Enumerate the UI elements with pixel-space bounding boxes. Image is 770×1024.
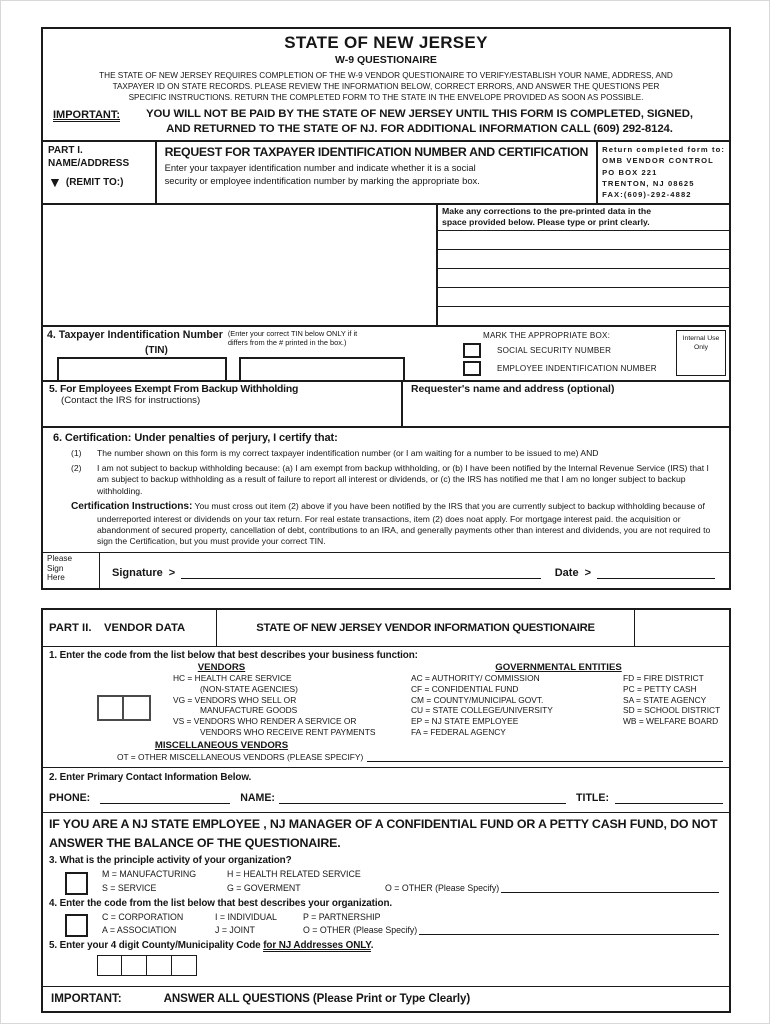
date-label: Date: [554, 566, 579, 579]
tin-label: (TIN): [145, 344, 168, 356]
tin-hint: (Enter your correct TIN below ONLY if it differs from the # printed in the box.): [227, 328, 358, 347]
q5-subtitle: (Contact the IRS for instructions): [61, 394, 201, 406]
q5-title: 5. Enter your 4 digit County/Municipality Code for NJ Addresses ONLY.: [49, 939, 374, 951]
return-address-cell: Return completed form to: OMB VENDOR CONTROL PO BOX 221 TRENTON, NJ 08625 FAX:(609)-292-4882: [602, 144, 725, 200]
correction-row[interactable]: [438, 231, 729, 250]
correction-row[interactable]: [438, 269, 729, 288]
ot-specify-line[interactable]: [367, 752, 723, 762]
certification-instructions: Certification Instructions: You must cross out item (2) above if you have been notified by the IRS that you are currently subject to backup withholding because of underreported interest or dividends on your tax return. For real estate transactions, item (2) does noat apply. For mortgage interest paid. the acquisition or abandonment of secured property, cancellation of debt, contributions to an IRA, and generally payments other than interest and dividends, you are not required to sign the Certification, but you must provide your correct TIN.: [71, 501, 711, 547]
q5-underlined-text: for NJ Addresses ONLY: [263, 939, 371, 951]
q4-section: [43, 896, 729, 938]
part2-header: [43, 610, 729, 647]
part1-row-address: [43, 205, 729, 327]
request-cell: [155, 142, 599, 203]
requester-area[interactable]: [403, 382, 729, 426]
remit-row: [48, 176, 150, 189]
correction-row[interactable]: [438, 307, 729, 325]
correction-row[interactable]: [438, 250, 729, 269]
tin-section: [43, 327, 435, 380]
vendors-heading: VENDORS: [197, 661, 246, 673]
name-label: NAME:: [240, 792, 275, 805]
signature-arrow: >: [168, 566, 176, 579]
part1-label-cell: [43, 142, 155, 203]
signature-label: Signature: [112, 566, 163, 579]
name-address-label: NAME/ADDRESS: [48, 157, 130, 169]
answer-all-label: IMPORTANT:: [51, 991, 122, 1005]
q4-option-c: C = CORPORATION: [102, 911, 184, 922]
tin-type-section: [435, 327, 676, 380]
certification-title: 6. Certification: Under penalties of perjury, I certify that:: [53, 431, 338, 444]
q4-option-o: O = OTHER (Please Specify): [303, 925, 418, 936]
certification-item-1: (1) The number shown on this form is my correct taxpayer indentification number (or I am waiting for a number to be issued to me) AND: [71, 447, 599, 458]
part1-box: [41, 27, 731, 590]
q1-title: 1. Enter the code from the list below that best describes your business function:: [49, 649, 418, 661]
q3-section: [43, 853, 729, 895]
q4-title: 4. Enter the code from the list below that best describes your organization.: [49, 897, 393, 909]
phone-label: PHONE:: [49, 792, 91, 805]
state-employee-notice: IF YOU ARE A NJ STATE EMPLOYEE , NJ MANAGER OF A CONFIDENTIAL FUND OR A PETTY CASH FUND, DO NOT ANSWER THE BALANCE OF THE QUESTIONAIRE.: [49, 817, 718, 850]
q4-option-p: P = PARTNERSHIP: [303, 911, 381, 922]
q3-option-h: H = HEALTH RELATED SERVICE: [227, 869, 361, 880]
q4-option-i: I = INDIVIDUAL: [215, 911, 277, 922]
part1-q5-row: [43, 382, 729, 428]
ein-label: EMPLOYEE INDENTIFICATION NUMBER: [497, 363, 657, 373]
answer-all-text: ANSWER ALL QUESTIONS (Please Print or Type Clearly): [163, 991, 471, 1005]
please-sign-here-label: Please Sign Here: [43, 553, 100, 588]
important-label: IMPORTANT:: [53, 109, 121, 122]
part2-header-spacer: [635, 610, 729, 646]
q2-title: 2. Enter Primary Contact Information Below.: [49, 772, 252, 784]
part1-row-title: [43, 142, 729, 205]
business-function-code-box-1[interactable]: [97, 695, 124, 721]
request-title: REQUEST FOR TAXPAYER IDENTIFICATION NUMBER AND CERTIFICATION: [164, 144, 589, 159]
q2-section: [43, 768, 729, 813]
q3-option-o: O = OTHER (Please Specify): [385, 883, 500, 894]
municipality-code-box-3[interactable]: [147, 955, 172, 976]
down-triangle-icon: ▼: [48, 174, 62, 191]
requester-label: Requester's name and address (optional): [411, 383, 615, 395]
request-text: Enter your taxpayer identification number and indicate whether it is a social security or employee indentification number by marking the appropriate box.: [164, 161, 480, 186]
mark-box-label: MARK THE APPROPRIATE BOX:: [483, 330, 611, 340]
q3-option-s: S = SERVICE: [102, 883, 157, 894]
form-title: STATE OF NEW JERSEY: [284, 33, 488, 52]
tin-title: 4. Taxpayer Indentification Number: [47, 328, 223, 341]
part2-title: STATE OF NEW JERSEY VENDOR INFORMATION QUESTIONAIRE: [217, 610, 635, 646]
business-function-code-box-2[interactable]: [124, 695, 151, 721]
answer-all-row: [43, 986, 729, 1011]
certification-item-2: (2) I am not subject to backup withholding because: (a) I am exempt from backup withholding, or (b) I have been notified by the Internal Revenue Service (IRS) that I am subject to backup withholding as a result of failure to report all interest or dividends, or (c) the IRS has notified me that I am no longer subject to backup withholding.: [71, 463, 709, 496]
part2-label: PART II. VENDOR DATA: [43, 610, 217, 646]
q5-section: [43, 938, 729, 976]
q3-option-m: M = MANUFACTURING: [102, 869, 197, 880]
form-header: [43, 29, 729, 142]
date-line[interactable]: [597, 569, 715, 579]
q4-organization-checkbox[interactable]: [65, 914, 88, 937]
municipality-code-box-1[interactable]: [97, 955, 122, 976]
part1-q4-row: [43, 327, 729, 382]
q3-title: 3. What is the principle activity of your organization?: [49, 855, 292, 867]
backup-withholding-cell: [43, 382, 403, 426]
name-line[interactable]: [279, 794, 566, 804]
certification-instructions-label: Certification Instructions:: [71, 501, 193, 513]
form-intro: THE STATE OF NEW JERSEY REQUIRES COMPLETION OF THE W-9 VENDOR QUESTIONAIRE TO VERIFY/ESTABLISH YOUR NAME, ADDRESS, AND TAXPAYER ID ON STATE RECORDS. PLEASE REVIEW THE INFORMATION BELOW, CORRECT ERRORS, AND ANSWER THE QUESTIONS PER SPECIFIC INSTRUCTIONS. RETURN THE COMPLETED FORM TO THE STATE IN THE ENVELOPE PROVIDED AS SOON AS POSSIBLE.: [99, 71, 673, 103]
internal-use-box: Internal Use Only: [676, 330, 726, 376]
municipality-code-box-2[interactable]: [122, 955, 147, 976]
form-subtitle: W-9 QUESTIONAIRE: [335, 54, 437, 66]
q1-section: [43, 647, 729, 769]
vendors-list: HC = HEALTH CARE SERVICE (NON-STATE AGENCIES) VG = VENDORS WHO SELL OR MANUFACTURE GOODS VS = VENDORS WHO RENDER A SERVICE OR VENDORS WHO RECEIVE RENT PAYMENTS: [173, 672, 376, 738]
ein-checkbox[interactable]: [463, 361, 481, 376]
signature-line[interactable]: [181, 569, 541, 579]
q5-title: 5. For Employees Exempt From Backup Withholding: [49, 383, 299, 395]
questions-block: [43, 813, 729, 986]
corrections-note: Make any corrections to the pre-printed data in the space provided below. Please type or print clearly.: [438, 205, 729, 232]
title-line[interactable]: [615, 794, 723, 804]
signature-area: [100, 553, 729, 588]
ot-row: [117, 752, 723, 762]
important-text: YOU WILL NOT BE PAID BY THE STATE OF NEW JERSEY UNTIL THIS FORM IS COMPLETED, SIGNED, AND RETURNED TO THE STATE OF NJ. FOR ADDITIONAL INFORMATION CALL (609) 292-8124.: [146, 108, 693, 136]
part2-box: [41, 608, 731, 1013]
part1-label: PART I.: [48, 144, 83, 156]
q4-other-specify-line[interactable]: [419, 925, 719, 935]
phone-line[interactable]: [100, 794, 230, 804]
title-label: TITLE:: [576, 792, 609, 805]
corrections-panel: [436, 205, 729, 325]
q4-option-j: J = JOINT: [215, 925, 255, 936]
governmental-entities-list: AC = AUTHORITY/ COMMISSION CF = CONFIDENTIAL FUND CM = COUNTY/MUNICIPAL GOVT. CU = STATE COLLEGE/UNIVERSITY EP = NJ STATE EMPLOYEE FA = FEDERAL AGENCY FD = FIRE DISTRICT PC = PETTY CASH SA = STATE AGENCY SD = SCHOOL DISTRICT WB = WELFARE BOARD: [411, 672, 721, 738]
preprinted-address-area[interactable]: [43, 205, 436, 325]
ssn-checkbox[interactable]: [463, 343, 481, 358]
q3-option-g: G = GOVERMENT: [227, 883, 301, 894]
miscellaneous-vendors-heading: MISCELLANEOUS VENDORS: [154, 740, 289, 752]
tin-box-2[interactable]: [239, 357, 405, 382]
tin-box-1[interactable]: [57, 357, 227, 382]
municipality-code-box-4[interactable]: [172, 955, 197, 976]
ssn-label: SOCIAL SECURITY NUMBER: [497, 345, 612, 355]
certification-section: [43, 428, 729, 553]
signature-row: [43, 553, 729, 588]
q3-activity-checkbox[interactable]: [65, 872, 88, 895]
contact-row: [49, 792, 723, 804]
ot-label: OT = OTHER MISCELLANEOUS VENDORS (PLEASE SPECIFY): [117, 752, 364, 763]
business-function-code-boxes: [97, 695, 151, 721]
remit-label: (REMIT TO:): [65, 176, 124, 188]
correction-row[interactable]: [438, 288, 729, 307]
q4-option-a: A = ASSOCIATION: [102, 925, 177, 936]
governmental-entities-heading: GOVERNMENTAL ENTITIES: [495, 661, 622, 673]
date-arrow: >: [584, 566, 591, 579]
municipality-code-boxes: [97, 955, 723, 976]
q3-other-specify-line[interactable]: [501, 883, 719, 893]
important-row: [53, 107, 719, 137]
